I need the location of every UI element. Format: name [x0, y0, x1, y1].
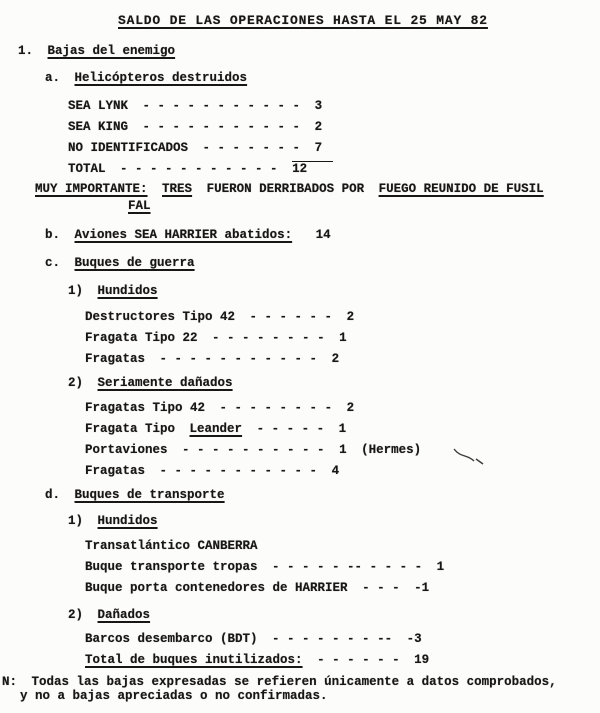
footnote-mark: N: — [2, 675, 18, 689]
row-dashes: - - - - - - - - - - - — [159, 352, 318, 366]
warships-damaged-heading-text: Seriamente dañados — [97, 376, 233, 390]
important-note-continuation: FAL — [128, 199, 151, 213]
row-fragata-leander — [85, 419, 600, 440]
row-label: Barcos desembarco (BDT) — [85, 632, 258, 646]
section-bajas-heading — [18, 41, 600, 62]
row-value: 3 — [314, 99, 323, 113]
item-letter: a. — [45, 71, 61, 85]
warships-heading — [45, 253, 600, 274]
row-dashes: - - - - - - - - - - — [182, 443, 325, 457]
warships-damaged-heading — [68, 373, 600, 394]
row-total-value: 12 — [292, 161, 333, 176]
row-fragatas-damaged — [85, 461, 600, 482]
transports-heading — [45, 485, 600, 506]
row-label: Destructores Tipo 42 — [85, 310, 236, 324]
sub-number: 2) — [68, 376, 84, 390]
row-total-label: Total de buques inutilizados: — [85, 653, 303, 667]
section-number: 1. — [18, 44, 34, 58]
harriers-heading-text: Aviones SEA HARRIER abatidos: — [74, 228, 293, 242]
row-value: 4 — [331, 464, 340, 478]
footnote-line2 — [20, 689, 600, 703]
sub-number: 1) — [68, 284, 84, 298]
row-transporte-tropas — [85, 557, 600, 578]
row-value: -1 — [414, 581, 430, 595]
row-dashes: - - - - - -- - - - - — [272, 560, 423, 574]
important-note-line2 — [128, 198, 600, 215]
item-letter: d. — [45, 488, 61, 502]
row-dashes: - - - - - - - - - - - — [142, 99, 301, 113]
row-label: TOTAL — [68, 162, 106, 176]
helicopters-heading-text: Helicópteros destruidos — [74, 71, 248, 85]
important-note-line1 — [35, 181, 600, 198]
row-label: NO IDENTIFICADOS — [68, 141, 189, 155]
row-label-underlined: Leander — [189, 422, 243, 436]
row-value: 1 — [339, 443, 347, 457]
row-barcos-desembarco — [85, 629, 600, 650]
row-dashes: - - - - - - - - — [212, 331, 325, 345]
row-destructores-tipo-42 — [85, 307, 600, 328]
row-dashes: - - - - - — [256, 422, 325, 436]
footnote — [0, 675, 600, 703]
footnote-text2: y no a bajas apreciadas o no confirmadas. — [20, 689, 328, 703]
row-value: -3 — [406, 632, 422, 646]
row-label: Buque transporte tropas — [85, 560, 258, 574]
row-value: 2 — [314, 120, 323, 134]
row-label: Transatlántico CANBERRA — [85, 539, 258, 553]
row-dashes: - - - - - - — [249, 310, 333, 324]
row-sea-lynk — [68, 96, 600, 117]
transports-sunk-heading-text: Hundidos — [97, 514, 158, 528]
row-value: 7 — [314, 141, 323, 155]
row-label: Fragata Tipo 22 — [85, 331, 198, 345]
pen-mark — [452, 446, 486, 466]
row-dashes: - - - - - - - - - - - — [159, 464, 318, 478]
row-label: Buque porta contenedores de HARRIER — [85, 581, 348, 595]
document-title — [118, 10, 600, 31]
row-label: Fragatas — [85, 352, 146, 366]
row-fragatas-sunk — [85, 349, 600, 370]
helicopters-heading — [45, 68, 600, 89]
transports-sunk-heading — [68, 511, 600, 532]
row-value: 2 — [331, 352, 340, 366]
row-dashes: - - - - - - - - - - - — [120, 162, 278, 176]
row-label: Fragatas Tipo 42 — [85, 401, 206, 415]
row-value: 2 — [346, 401, 355, 415]
row-label: SEA KING — [68, 120, 129, 134]
row-dashes: - - - — [362, 581, 400, 595]
row-value: 1 — [436, 560, 445, 574]
row-total-buques — [85, 650, 600, 671]
item-letter: b. — [45, 228, 61, 242]
row-label: Fragatas — [85, 464, 146, 478]
document-title-text: SALDO DE LAS OPERACIONES HASTA EL 25 MAY 82 — [118, 13, 488, 28]
footnote-line1 — [2, 675, 600, 689]
row-note: (Hermes) — [361, 443, 422, 457]
row-value: 2 — [346, 310, 355, 324]
row-dashes: - - - - - - - - - - - — [142, 120, 301, 134]
row-value: 1 — [338, 422, 347, 436]
warships-sunk-heading — [68, 281, 600, 302]
section-heading-text: Bajas del enemigo — [47, 44, 176, 58]
row-dashes: - - - - - - — [317, 653, 400, 667]
harriers-value: 14 — [315, 228, 331, 242]
important-note — [0, 181, 600, 215]
footnote-text1: Todas las bajas expresadas se refieren únicamente a datos comprobados, — [31, 675, 557, 689]
row-total-helicopters — [68, 159, 600, 180]
row-canberra — [85, 536, 600, 557]
row-label: Fragata Tipo — [85, 422, 176, 436]
transports-damaged-heading — [68, 605, 600, 626]
row-no-identificados — [68, 138, 600, 159]
transports-damaged-heading-text: Dañados — [97, 608, 151, 622]
transports-heading-text: Buques de transporte — [74, 488, 225, 502]
important-note-emphasis: TRES — [162, 182, 193, 196]
harriers-heading — [45, 225, 600, 246]
warships-heading-text: Buques de guerra — [74, 256, 195, 270]
row-total-value: 19 — [414, 653, 430, 667]
row-label: SEA LYNK — [68, 99, 129, 113]
row-dashes: - - - - - - - - — [219, 401, 333, 415]
important-note-emphasis2: FUEGO REUNIDO DE FUSIL — [378, 182, 544, 196]
important-note-lead: MUY IMPORTANTE: — [35, 182, 148, 196]
item-letter: c. — [45, 256, 61, 270]
sub-number: 2) — [68, 608, 84, 622]
row-sea-king — [68, 117, 600, 138]
row-fragata-tipo-22 — [85, 328, 600, 349]
row-portaviones — [85, 440, 600, 461]
sub-number: 1) — [68, 514, 84, 528]
row-dashes: - - - - - - - -- — [272, 632, 393, 646]
row-porta-contenedores — [85, 578, 600, 599]
important-note-middle: FUERON DERRIBADOS POR — [206, 182, 365, 196]
row-dashes: - - - - - - - — [202, 141, 301, 155]
row-fragatas-tipo-42 — [85, 398, 600, 419]
warships-sunk-heading-text: Hundidos — [97, 284, 158, 298]
row-label: Portaviones — [85, 443, 168, 457]
row-value: 1 — [339, 331, 347, 345]
